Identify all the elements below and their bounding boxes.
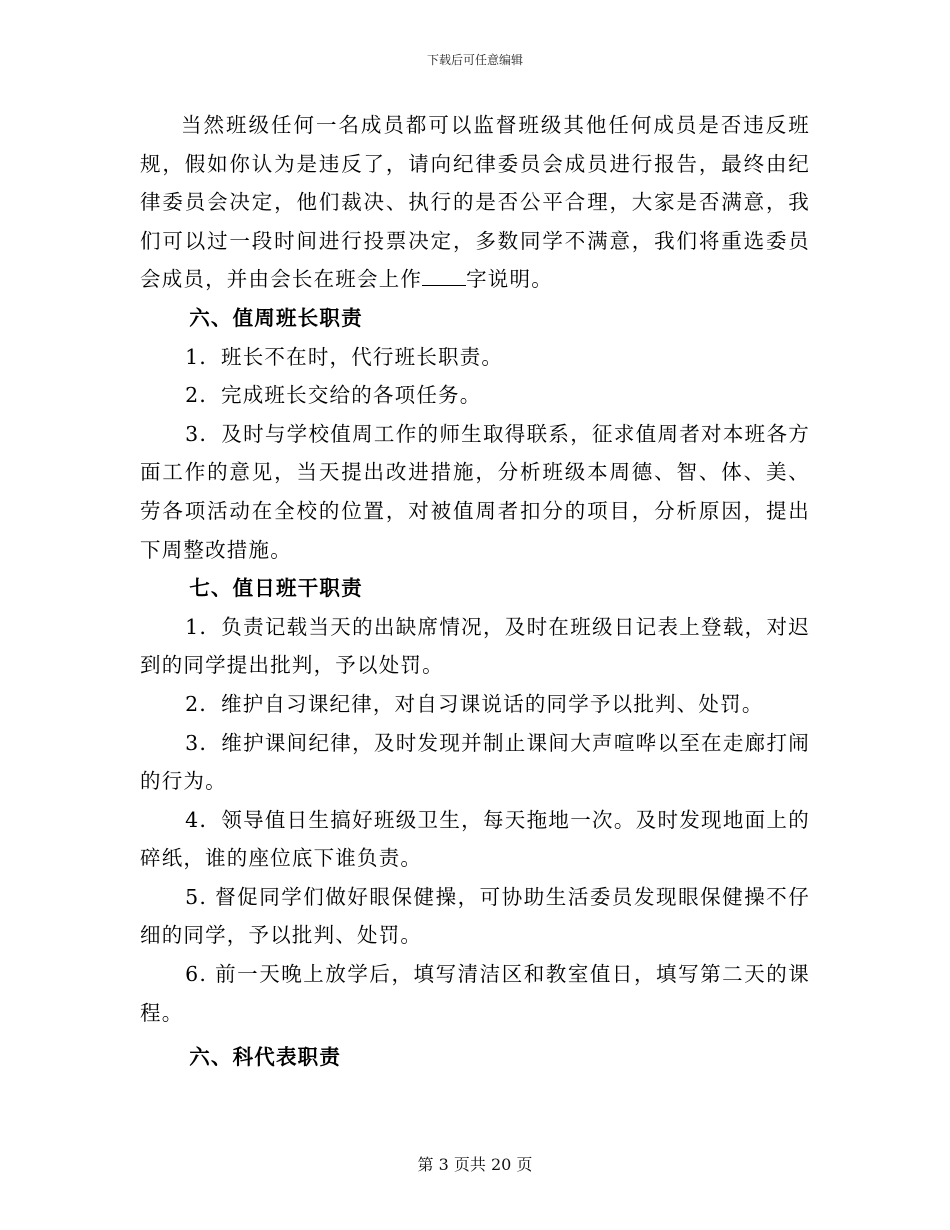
paragraph-text-before-blank: 当然班级任何一名成员都可以监督班级其他任何成员是否违反班规，假如你认为是违反了，请向纪律委员会成员进行报告，最终由纪律委员会决定，他们裁决、执行的是否公平合理，大家是否满意，我们可以过一段时间进行投票决定，多数同学不满意，我们将重选委员会成员，并由会长在班会上作 (140, 113, 810, 292)
list-item: 2．完成班长交给的各项任务。 (185, 383, 482, 408)
list-item: 3．及时与学校值周工作的师生取得联系，征求值周者对本班各方面工作的意见，当天提出改进措施，分析班级本周德、智、体、美、劳各项活动在全校的位置，对被值周者扣分的项目，分析原因，提出下周整改措施。 (140, 421, 810, 562)
document-body (140, 106, 810, 1077)
list-item: 2．维护自习课纪律，对自习课说话的同学予以批判、处罚。 (185, 691, 764, 716)
list-item: 5. 督促同学们做好眼保健操，可协助生活委员发现眼保健操不仔细的同学，予以批判、处罚。 (140, 884, 810, 948)
list-item: 1．班长不在时，代行班长职责。 (185, 344, 504, 369)
page-header-note: 下载后可任意编辑 (426, 53, 523, 67)
paragraph-text-after-blank: 字说明。 (466, 267, 553, 292)
list-item: 6. 前一天晚上放学后，填写清洁区和教室值日，填写第二天的课程。 (140, 962, 810, 1025)
section-heading-daily-duty: 七、值日班干职责 (189, 576, 363, 601)
paragraph-class-supervision (140, 106, 810, 299)
list-item: 1．负责记载当天的出缺席情况，及时在班级日记表上登载，对迟到的同学提出批判，予以处罚。 (140, 614, 810, 678)
page-number: 第 3 页共 20 页 (417, 1155, 533, 1174)
fill-in-blank (422, 284, 466, 286)
section-heading-weekly-monitor: 六、值周班长职责 (189, 305, 363, 330)
list-item: 3．维护课间纪律，及时发现并制止课间大声喧哗以至在走廊打闹的行为。 (140, 730, 810, 794)
list-item: 4．领导值日生搞好班级卫生，每天拖地一次。及时发现地面上的碎纸，谁的座位底下谁负责。 (140, 807, 810, 871)
section-heading-subject-rep: 六、科代表职责 (189, 1045, 342, 1070)
